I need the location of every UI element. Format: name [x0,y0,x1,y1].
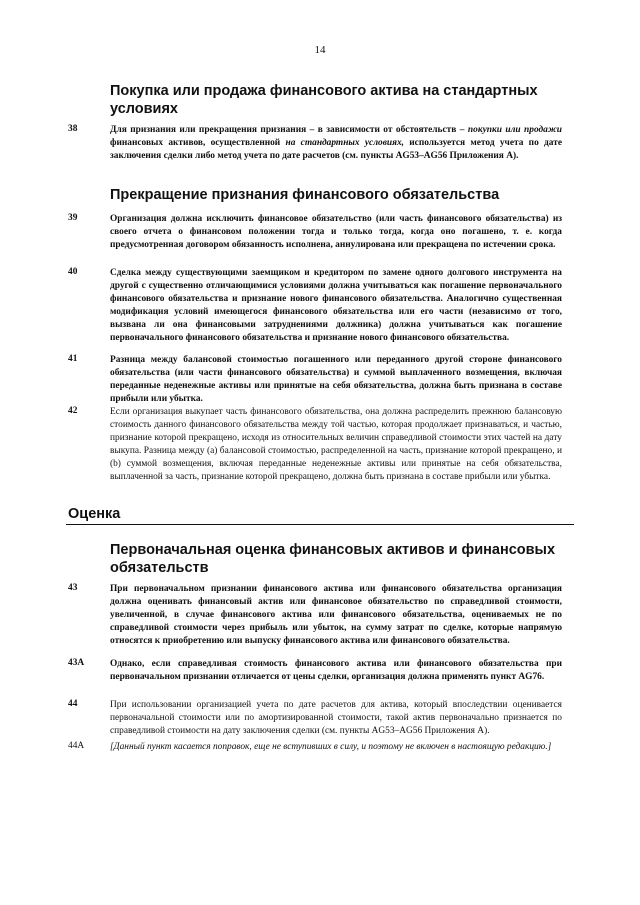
paragraph-text [110,124,562,163]
text-run-italic: на стандартных условиях, [285,138,404,148]
paragraph-text: Однако, если справедливая стоимость финансового актива или финансового обязательства при первоначальном признании отличается от цены сделки, организация должна применять пункт AG76. [110,659,562,682]
text-run: финансовых активов, осуществленной [110,138,286,148]
paragraph-text: При первоначальном признании финансового актива или финансового обязательства организация должна оценивать финансовый актив или финансовое обязательство по справедливой стоимости, увеличенной, в случае финансового актива или финансового обязательства, оцениваемых не по справедливой стоимости через прибыль или убыток, на сумму затрат по сделке, которые напрямую относятся к приобретению или выпуску финансового актива или финансового обязательства. [110,584,562,646]
page-number: 14 [314,44,326,56]
paragraph-number: 40 [68,267,78,277]
paragraph-number: 43A [68,658,85,668]
paragraph-number: 44 [68,699,78,709]
section-title-measurement: Оценка [68,506,121,522]
paragraph-number: 38 [68,124,78,134]
text-run-italic: покупки или продажи [467,125,562,135]
paragraph-number: 42 [68,406,78,416]
paragraph-text: Сделка между существующими заемщиком и кредитором по замене одного долгового инструмента на другой с существенно отличающимися условиями должна учитываться как погашение первоначального финансового обязательства и признание нового финансового обязательства. Аналогично существенная модификация условий имеющегося финансового обязательства или его части (независимо от того, вызвана ли она финансовыми затруднениями должника) должна учитываться как погашение первоначального финансового обязательства и признание нового финансового обязательства. [110,268,562,343]
heading-initial-measurement: Первоначальная оценка финансовых активов и финансовых обязательств [110,542,556,576]
paragraph-number: 44A [68,741,85,751]
paragraph-number: 39 [68,213,78,223]
paragraph-number: 43 [68,583,78,593]
text-run: Для признания или прекращения признания – в зависимости от обстоятельств – [110,125,468,135]
paragraph-text: Организация должна исключить финансовое обязательство (или часть финансового обязательства) из своего отчета о финансовом положении тогда и только тогда, когда оно погашено, т. е. когда предусмотренная договором обязанность исполнена, аннулирована или прекращена по истечении срока. [110,214,562,250]
paragraph-text: [Данный пункт касается поправок, еще не вступивших в силу, и поэтому не включен в настоящую редакцию.] [110,742,552,752]
text-run: используется метод учета по дате заключения сделки либо метод учета по дате расчетов (см. пункты AG53–AG56 Приложения А). [110,138,562,161]
paragraph-number: 41 [68,354,78,364]
paragraph-text: Если организация выкупает часть финансового обязательства, она должна распределить прежнюю балансовую стоимость данного финансового обязательства между той частью, которая продолжает признаваться, и частью, признание которой прекращено, исходя из относительных величин справедливой стоимости этих частей на дату выкупа. Разница между (a) балансовой стоимостью, распределенной на часть, признание которой прекращено, и (b) суммой возмещения, включая переданные неденежные активы или принятые на себя обязательства, выплаченной за часть, признание которой прекращено, должна быть признана в составе прибыли или убытка. [110,407,562,482]
heading-purchase-sale: Покупка или продажа финансового актива на стандартных условиях [110,83,538,117]
section-rule [66,524,574,525]
heading-derecognition: Прекращение признания финансового обязательства [110,187,500,203]
paragraph-text: Разница между балансовой стоимостью погашенного или переданного другой стороне финансового обязательства (или части финансового обязательства) и суммой выплаченного возмещения, включая переданные неденежные активы или принятые на себя обязательства, должна быть признана в составе прибыли или убытка. [110,355,562,404]
paragraph-text: При использовании организацией учета по дате расчетов для актива, который впоследствии оценивается первоначальной стоимости или по амортизированной стоимости, такой актив первоначально признается по справедливой стоимости на дату заключения сделки (см. пункты AG53–AG56 Приложения A). [110,700,562,736]
